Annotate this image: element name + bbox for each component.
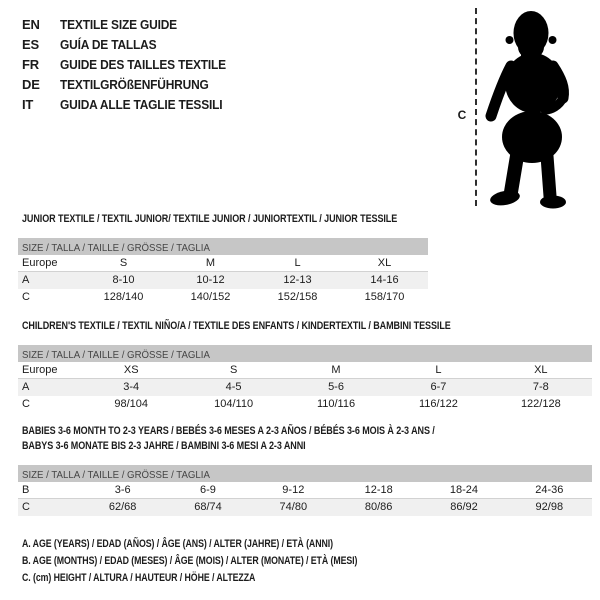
size-table: [18, 482, 592, 516]
size-value: S: [119, 257, 128, 269]
size-header-label: SIZE / TALLA / TAILLE / GRÖSSE / TAGLIA: [22, 242, 210, 254]
section-title: JUNIOR TEXTILE / TEXTIL JUNIOR/ TEXTILE JUNIOR / JUNIORTEXTIL / JUNIOR TESSILE: [22, 213, 398, 225]
size-value: 8-10: [112, 274, 135, 286]
table-row: [18, 482, 592, 499]
size-value: 18-24: [449, 484, 479, 496]
language-title: GUIDA ALLE TAGLIE TESSILI: [60, 97, 223, 112]
height-measure-dashed-line: [475, 8, 477, 206]
row-label: B: [22, 484, 30, 496]
language-list: [22, 15, 240, 115]
size-table: [18, 362, 592, 413]
size-header-label: SIZE / TALLA / TAILLE / GRÖSSE / TAGLIA: [22, 349, 210, 361]
size-table-section: [18, 424, 600, 516]
section-title: BABYS 3-6 MONATE BIS 2-3 JAHRE / BAMBINI 3-6 MESI A 2-3 ANNI: [22, 440, 306, 452]
size-header-bar: [18, 345, 592, 362]
size-value: 12-13: [283, 274, 312, 286]
size-value: L: [435, 364, 442, 376]
size-value: 110/116: [316, 398, 356, 410]
size-value: 116/122: [418, 398, 458, 410]
row-label: C: [22, 398, 30, 410]
size-table: [18, 255, 428, 306]
size-table-section: [18, 212, 600, 306]
size-value: 74/80: [279, 501, 308, 513]
size-value: 12-18: [364, 484, 393, 496]
row-label: A: [22, 274, 30, 286]
size-value: 158/170: [364, 291, 405, 303]
size-value: 14-16: [370, 274, 399, 286]
language-title: GUIDE DES TAILLES TEXTILE: [60, 57, 226, 72]
size-value: XL: [377, 257, 392, 269]
table-row: [18, 272, 428, 289]
baby-leg-right: [547, 156, 550, 196]
size-value: 3-4: [123, 381, 140, 393]
row-label: A: [22, 381, 30, 393]
footnotes: [22, 536, 441, 587]
size-value: 92/98: [535, 501, 564, 513]
table-row: [18, 362, 592, 379]
row-label: Europe: [22, 257, 58, 269]
language-row: [22, 35, 240, 55]
row-label: C: [22, 291, 30, 303]
size-value: 9-12: [282, 484, 305, 496]
size-value: 4-5: [225, 381, 242, 393]
figure-area: [450, 0, 600, 215]
size-value: 62/68: [108, 501, 137, 513]
footnote: B. AGE (MONTHS) / EDAD (MESES) / ÂGE (MOIS) / ALTER (MONATE) / ETÀ (MESI): [22, 555, 358, 567]
height-measure-label: C: [457, 108, 467, 122]
table-row: [18, 255, 428, 272]
row-label: C: [22, 501, 30, 513]
language-row: [22, 75, 240, 95]
size-value: XL: [534, 364, 548, 376]
table-row: [18, 396, 592, 413]
size-table-section: [18, 319, 600, 413]
size-value: 140/152: [190, 291, 231, 303]
size-value: XS: [123, 364, 139, 376]
language-title: TEXTILGRÖßENFÜHRUNG: [60, 77, 209, 92]
language-code: ES: [22, 37, 39, 52]
size-value: 5-6: [328, 381, 344, 393]
table-row: [18, 499, 592, 516]
size-header-label: SIZE / TALLA / TAILLE / GRÖSSE / TAGLIA: [22, 469, 210, 481]
size-value: 128/140: [103, 291, 144, 303]
language-title: TEXTILE SIZE GUIDE: [60, 17, 177, 32]
size-value: 6-7: [430, 381, 447, 393]
size-value: 6-9: [200, 484, 216, 496]
footnote: C. (cm) HEIGHT / ALTURA / HAUTEUR / HÖHE / ALTEZZA: [22, 572, 256, 584]
size-value: M: [205, 257, 216, 269]
baby-ear-right: [549, 36, 557, 44]
size-value: 98/104: [114, 398, 149, 410]
size-header-bar: [18, 465, 592, 482]
footnote: A. AGE (YEARS) / EDAD (AÑOS) / ÂGE (ANS) / ALTER (JAHRE) / ETÀ (ANNI): [22, 538, 333, 550]
language-code: FR: [22, 57, 39, 72]
size-value: 10-12: [196, 274, 225, 286]
size-value: 104/110: [214, 398, 254, 410]
size-value: 122/128: [520, 398, 561, 410]
language-title: GUÍA DE TALLAS: [60, 37, 157, 52]
size-value: M: [331, 364, 341, 376]
language-row: [22, 15, 240, 35]
section-title: BABIES 3-6 MONTH TO 2-3 YEARS / BEBÉS 3-6 MESES A 2-3 AÑOS / BÉBÉS 3-6 MOIS À 2-3 ANS /: [22, 425, 435, 437]
language-code: EN: [22, 17, 40, 32]
language-code: DE: [22, 77, 40, 92]
size-header-bar: [18, 238, 428, 255]
baby-ear-left: [506, 36, 514, 44]
language-code: IT: [22, 97, 34, 112]
baby-leg-left: [511, 156, 517, 192]
table-row: [18, 379, 592, 396]
language-row: [22, 95, 240, 115]
size-value: 68/74: [194, 501, 222, 513]
language-row: [22, 55, 240, 75]
size-value: 86/92: [450, 501, 478, 513]
size-value: 3-6: [114, 484, 131, 496]
size-value: 7-8: [532, 381, 549, 393]
size-value: 24-36: [535, 484, 564, 496]
baby-silhouette-icon: [481, 6, 577, 210]
size-value: 152/158: [277, 291, 318, 303]
row-label: Europe: [22, 364, 58, 376]
table-row: [18, 289, 428, 306]
size-value: S: [229, 364, 238, 376]
size-value: 80/86: [364, 501, 393, 513]
size-value: L: [294, 257, 301, 269]
baby-foot-right: [540, 196, 566, 209]
section-title: CHILDREN'S TEXTILE / TEXTIL NIÑO/A / TEXTILE DES ENFANTS / KINDERTEXTIL / BAMBINI TESSILE: [22, 320, 451, 332]
